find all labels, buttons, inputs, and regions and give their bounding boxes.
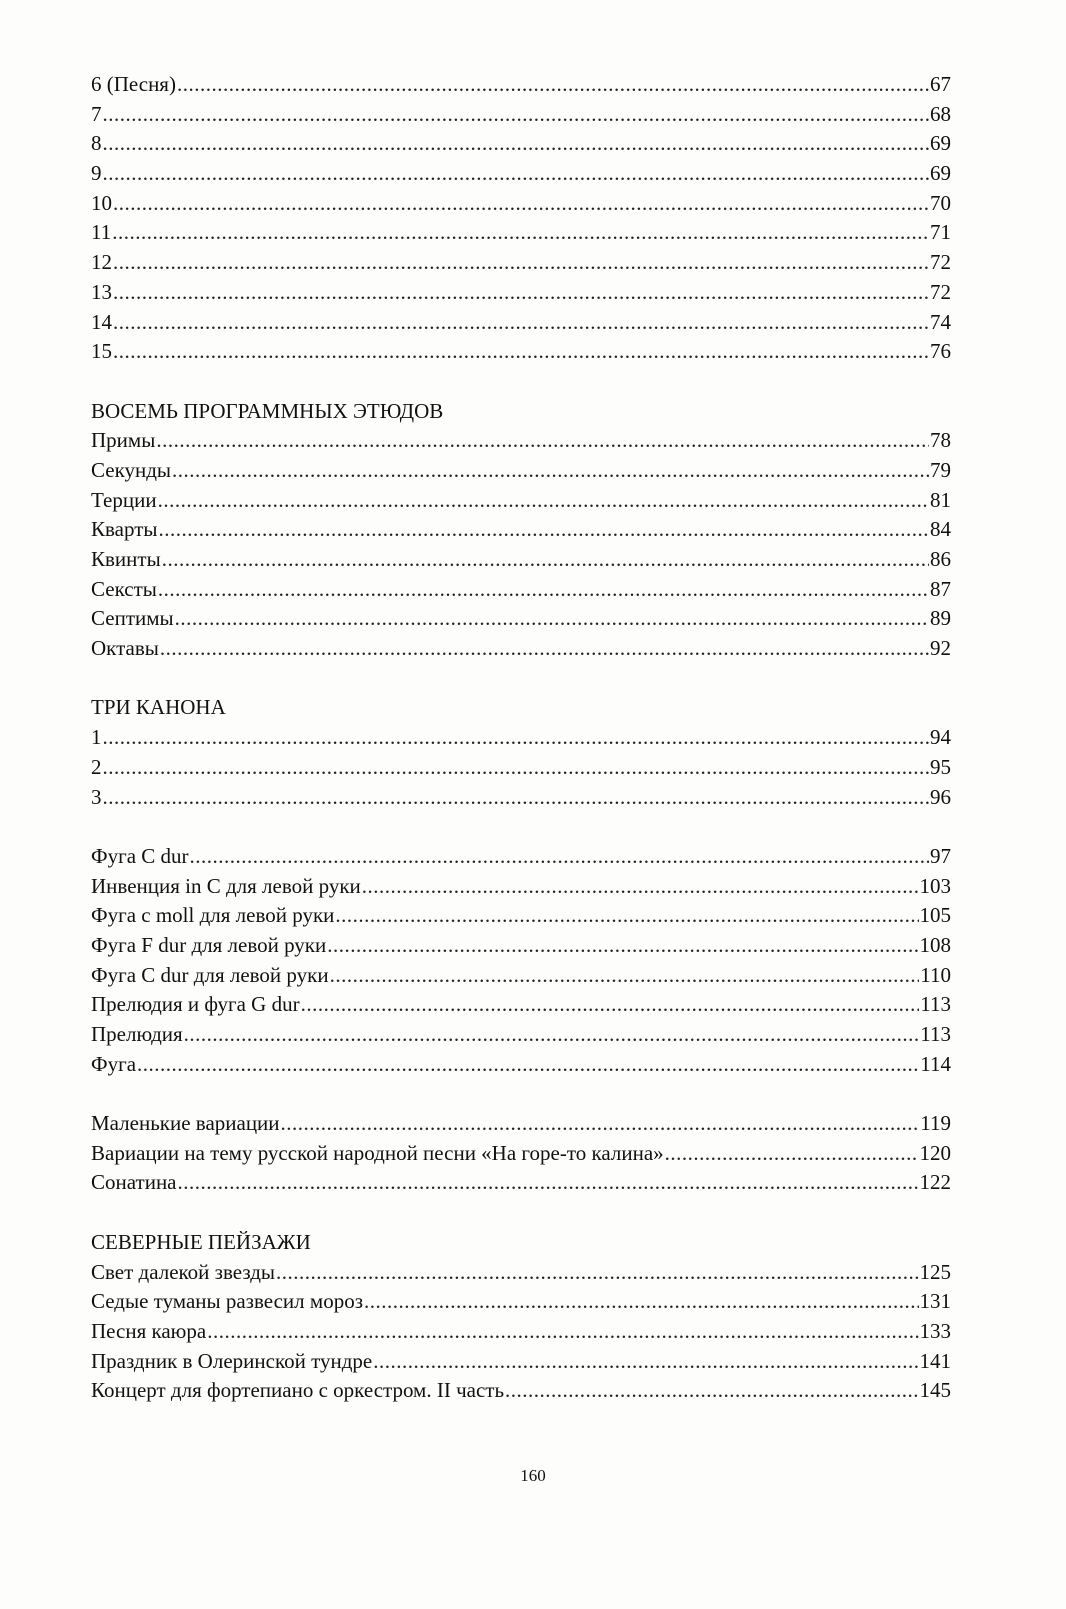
dot-leader xyxy=(156,426,929,456)
toc-entry-title: Концерт для фортепиано с оркестром. II часть xyxy=(91,1378,505,1403)
dot-leader xyxy=(103,100,930,130)
toc-entry xyxy=(91,100,951,130)
toc-entry-page: 84 xyxy=(930,517,951,542)
toc-entry-page: 86 xyxy=(930,547,951,571)
dot-leader xyxy=(190,842,929,872)
toc-entry-title: Маленькие вариации xyxy=(91,1111,280,1136)
toc-entry-page: 105 xyxy=(919,903,951,928)
toc-entry-title: Сексты xyxy=(91,576,157,601)
toc-entry xyxy=(91,990,951,1020)
toc-entry-page: 113 xyxy=(920,1022,951,1046)
toc-entry xyxy=(91,901,951,931)
toc-entry-title: 12 xyxy=(91,250,112,275)
toc-entry-page: 122 xyxy=(919,1170,951,1195)
toc-entry-page: 89 xyxy=(930,606,951,631)
toc-entry xyxy=(91,486,951,516)
toc-entry-page: 71 xyxy=(930,220,951,245)
section-gap xyxy=(91,1198,951,1228)
dot-leader xyxy=(113,248,929,278)
toc-entry-title: 11 xyxy=(91,220,112,245)
toc-entry xyxy=(91,70,951,100)
toc-entry xyxy=(91,783,951,813)
toc-entry-title: 6 (Песня) xyxy=(91,72,176,96)
toc-entry-title: 15 xyxy=(91,339,112,364)
toc-entry-title: Фуга c moll для левой руки xyxy=(91,903,335,928)
toc-entry xyxy=(91,1347,951,1377)
toc-entry xyxy=(91,575,951,605)
dot-leader xyxy=(330,961,920,991)
toc-entry xyxy=(91,189,951,219)
toc-entry-page: 113 xyxy=(920,992,951,1017)
toc-entry-page: 74 xyxy=(930,309,951,334)
dot-leader xyxy=(281,1109,920,1139)
toc-entry xyxy=(91,218,951,248)
toc-entry-page: 114 xyxy=(920,1051,951,1076)
toc-entry-title: Свет далекой звезды xyxy=(91,1259,276,1284)
toc-entry-page: 131 xyxy=(919,1289,951,1314)
toc-entry-title: Праздник в Олеринской тундре xyxy=(91,1348,373,1373)
toc-entry-title: Прелюдия xyxy=(91,1022,183,1046)
toc-entry-title: Септимы xyxy=(91,606,174,631)
toc-entry xyxy=(91,872,951,902)
section-gap xyxy=(91,664,951,694)
toc-entry xyxy=(91,1050,951,1080)
dot-leader xyxy=(184,1020,920,1050)
dot-leader xyxy=(373,1347,918,1377)
dot-leader xyxy=(158,515,929,545)
toc-entry-page: 68 xyxy=(930,101,951,126)
toc-entry-title: Фуга F dur для левой руки xyxy=(91,932,327,957)
dot-leader xyxy=(113,278,929,308)
toc-entry-title: 2 xyxy=(91,754,102,779)
toc-entry xyxy=(91,1258,951,1288)
toc-entry xyxy=(91,604,951,634)
toc-entry-page: 110 xyxy=(920,962,951,987)
toc-entry-title: Вариации на тему русской народной песни «На горе-то калина» xyxy=(91,1140,664,1165)
toc-entry-title: Примы xyxy=(91,428,156,453)
toc-entry xyxy=(91,842,951,872)
toc-entry-title: Терции xyxy=(91,487,157,512)
dot-leader xyxy=(137,1050,919,1080)
dot-leader xyxy=(113,308,929,338)
toc-entry-page: 125 xyxy=(919,1259,951,1284)
toc-entry xyxy=(91,931,951,961)
toc-entry xyxy=(91,1168,951,1198)
dot-leader xyxy=(103,753,930,783)
dot-leader xyxy=(162,545,929,575)
page-number: 160 xyxy=(520,1466,546,1485)
toc-entry-title: Песня каюра xyxy=(91,1318,207,1343)
section-heading-landscapes: СЕВЕРНЫЕ ПЕЙЗАЖИ xyxy=(91,1229,311,1254)
dot-leader xyxy=(160,634,929,664)
toc-entry-title: 14 xyxy=(91,309,112,334)
dot-leader xyxy=(175,604,929,634)
toc-entry-title: 8 xyxy=(91,131,102,156)
toc-entry xyxy=(91,308,951,338)
toc-entry xyxy=(91,723,951,753)
toc-entry-title: Кварты xyxy=(91,517,158,542)
toc-entry-page: 70 xyxy=(930,190,951,215)
toc-entry-title: Фуга C dur xyxy=(91,843,189,868)
toc-entry-page: 108 xyxy=(919,932,951,957)
table-of-contents xyxy=(91,70,951,1406)
toc-entry-page: 79 xyxy=(930,457,951,482)
toc-entry-page: 103 xyxy=(919,873,951,898)
toc-entry-page: 120 xyxy=(919,1140,951,1165)
toc-entry xyxy=(91,753,951,783)
section-heading-canons: ТРИ КАНОНА xyxy=(91,695,226,720)
toc-entry-title: 9 xyxy=(91,161,102,186)
toc-entry xyxy=(91,456,951,486)
toc-entry xyxy=(91,1287,951,1317)
toc-entry-page: 67 xyxy=(930,72,951,96)
toc-entry xyxy=(91,961,951,991)
toc-entry-title: Фуга C dur для левой руки xyxy=(91,962,329,987)
toc-entry-title: Прелюдия и фуга G dur xyxy=(91,992,300,1017)
dot-leader xyxy=(276,1258,918,1288)
toc-entry-page: 92 xyxy=(930,636,951,661)
dot-leader xyxy=(301,990,920,1020)
toc-entry-title: 3 xyxy=(91,784,102,809)
dot-leader xyxy=(103,783,930,813)
toc-entry-page: 69 xyxy=(930,131,951,156)
toc-entry-title: Секунды xyxy=(91,457,172,482)
toc-entry xyxy=(91,1317,951,1347)
toc-entry-page: 94 xyxy=(930,725,951,750)
toc-entry-page: 78 xyxy=(930,428,951,453)
dot-leader xyxy=(505,1376,918,1406)
toc-entry xyxy=(91,1020,951,1050)
toc-entry-page: 72 xyxy=(930,250,951,275)
toc-entry-title: Квинты xyxy=(91,547,161,571)
toc-entry xyxy=(91,545,951,575)
dot-leader xyxy=(113,337,929,367)
dot-leader xyxy=(103,723,930,753)
dot-leader xyxy=(158,486,929,516)
dot-leader xyxy=(112,218,929,248)
toc-entry-page: 72 xyxy=(930,279,951,304)
toc-entry-page: 76 xyxy=(930,339,951,364)
toc-entry-page: 87 xyxy=(930,576,951,601)
toc-entry-title: Фуга xyxy=(91,1051,137,1076)
toc-entry xyxy=(91,1139,951,1169)
section-gap xyxy=(91,367,951,397)
dot-leader xyxy=(158,575,929,605)
toc-entry xyxy=(91,337,951,367)
toc-entry-title: 13 xyxy=(91,279,112,304)
toc-entry-page: 97 xyxy=(930,843,951,868)
toc-entry-title: Сонатина xyxy=(91,1170,177,1195)
toc-entry-page: 96 xyxy=(930,784,951,809)
dot-leader xyxy=(207,1317,918,1347)
toc-entry xyxy=(91,1109,951,1139)
toc-entry-page: 119 xyxy=(920,1111,951,1136)
toc-entry-title: 7 xyxy=(91,101,102,126)
section-gap xyxy=(91,812,951,842)
toc-entry-page: 133 xyxy=(919,1318,951,1343)
dot-leader xyxy=(177,70,929,100)
dot-leader xyxy=(172,456,929,486)
toc-entry-page: 95 xyxy=(930,754,951,779)
toc-entry-title: Октавы xyxy=(91,636,159,661)
toc-entry xyxy=(91,1376,951,1406)
dot-leader xyxy=(364,1287,919,1317)
toc-entry xyxy=(91,129,951,159)
section-gap xyxy=(91,1079,951,1109)
dot-leader xyxy=(327,931,918,961)
dot-leader xyxy=(178,1168,919,1198)
toc-entry xyxy=(91,515,951,545)
toc-entry-page: 69 xyxy=(930,161,951,186)
dot-leader xyxy=(113,189,929,219)
dot-leader xyxy=(665,1139,919,1169)
dot-leader xyxy=(362,872,919,902)
toc-entry-title: Седые туманы развесил мороз xyxy=(91,1289,363,1314)
toc-entry-page: 81 xyxy=(930,487,951,512)
toc-entry xyxy=(91,248,951,278)
toc-entry-title: 10 xyxy=(91,190,112,215)
toc-entry-page: 141 xyxy=(919,1348,951,1373)
toc-entry-page: 145 xyxy=(919,1378,951,1403)
dot-leader xyxy=(103,159,930,189)
toc-entry xyxy=(91,426,951,456)
dot-leader xyxy=(103,129,930,159)
section-heading-etudes: ВОСЕМЬ ПРОГРАММНЫХ ЭТЮДОВ xyxy=(91,398,444,423)
toc-entry-title: Инвенция in C для левой руки xyxy=(91,873,361,898)
toc-entry xyxy=(91,634,951,664)
toc-entry xyxy=(91,159,951,189)
toc-entry xyxy=(91,278,951,308)
dot-leader xyxy=(335,901,918,931)
toc-entry-title: 1 xyxy=(91,725,102,750)
